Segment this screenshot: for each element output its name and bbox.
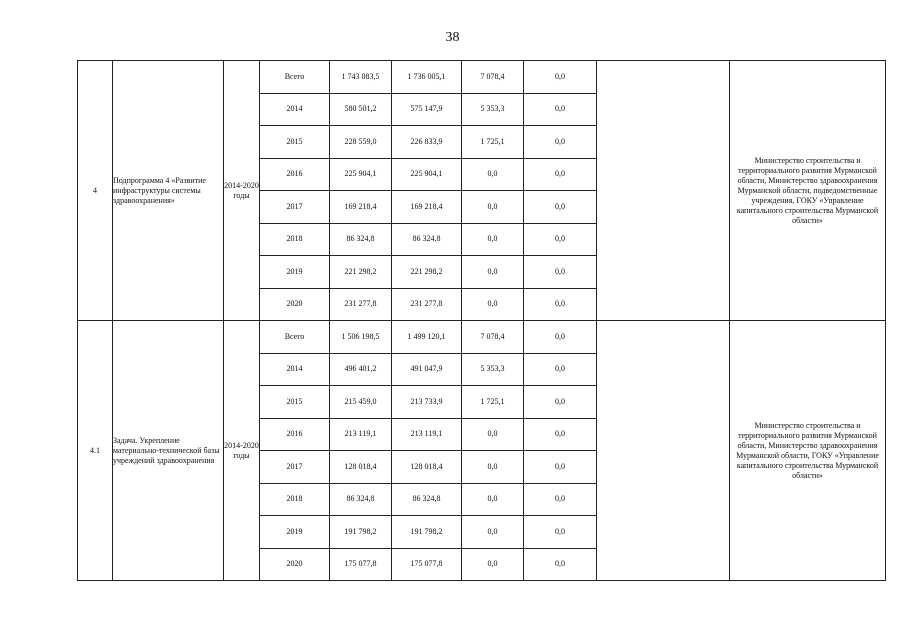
other-value-cell: 0,0	[524, 191, 597, 224]
table-body	[78, 61, 886, 581]
other-value-cell: 0,0	[524, 61, 597, 94]
section-period: 2014-2020 годы	[224, 61, 260, 321]
federal-value-cell: 5 353,3	[462, 353, 524, 386]
regional-value-cell: 191 798,2	[392, 516, 462, 549]
year-cell: 2019	[260, 256, 330, 289]
regional-value-cell: 221 298,2	[392, 256, 462, 289]
other-value-cell: 0,0	[524, 353, 597, 386]
section-period: 2014-2020 годы	[224, 321, 260, 581]
total-value-cell: 86 324,8	[330, 483, 392, 516]
regional-value-cell: 231 277,8	[392, 288, 462, 321]
regional-value-cell: 491 047,9	[392, 353, 462, 386]
year-cell: 2020	[260, 548, 330, 581]
regional-value-cell: 225 904,1	[392, 158, 462, 191]
federal-value-cell: 0,0	[462, 516, 524, 549]
other-value-cell: 0,0	[524, 126, 597, 159]
total-value-cell: 1 743 083,5	[330, 61, 392, 94]
year-cell: 2015	[260, 126, 330, 159]
other-value-cell: 0,0	[524, 516, 597, 549]
year-cell: 2015	[260, 386, 330, 419]
federal-value-cell: 0,0	[462, 451, 524, 484]
section-number: 4	[78, 61, 113, 321]
table-row	[78, 61, 886, 94]
section-number: 4.1	[78, 321, 113, 581]
federal-value-cell: 0,0	[462, 548, 524, 581]
other-value-cell: 0,0	[524, 256, 597, 289]
other-value-cell: 0,0	[524, 93, 597, 126]
year-cell: 2016	[260, 418, 330, 451]
year-cell: 2017	[260, 191, 330, 224]
year-cell: 2014	[260, 93, 330, 126]
total-value-cell: 86 324,8	[330, 223, 392, 256]
regional-value-cell: 226 833,9	[392, 126, 462, 159]
total-value-cell: 580 501,2	[330, 93, 392, 126]
total-value-cell: 221 298,2	[330, 256, 392, 289]
federal-value-cell: 0,0	[462, 483, 524, 516]
year-cell: 2019	[260, 516, 330, 549]
regional-value-cell: 86 324,8	[392, 223, 462, 256]
total-value-cell: 213 119,1	[330, 418, 392, 451]
federal-value-cell: 0,0	[462, 223, 524, 256]
page-number: 38	[445, 30, 460, 45]
federal-value-cell: 0,0	[462, 158, 524, 191]
total-value-cell: 215 459,0	[330, 386, 392, 419]
empty-cell	[597, 61, 730, 321]
year-cell: 2018	[260, 223, 330, 256]
total-value-cell: 228 559,0	[330, 126, 392, 159]
regional-value-cell: 1 499 120,1	[392, 321, 462, 354]
total-value-cell: 496 401,2	[330, 353, 392, 386]
total-value-cell: 1 506 198,5	[330, 321, 392, 354]
section-name: Подпрограмма 4 «Развитие инфраструктуры системы здравоохранения»	[113, 61, 224, 321]
regional-value-cell: 575 147,9	[392, 93, 462, 126]
regional-value-cell: 175 077,8	[392, 548, 462, 581]
other-value-cell: 0,0	[524, 418, 597, 451]
other-value-cell: 0,0	[524, 386, 597, 419]
federal-value-cell: 0,0	[462, 256, 524, 289]
regional-value-cell: 128 018,4	[392, 451, 462, 484]
budget-table	[77, 60, 886, 581]
other-value-cell: 0,0	[524, 158, 597, 191]
year-cell: 2020	[260, 288, 330, 321]
year-cell: Всего	[260, 61, 330, 94]
year-cell: 2016	[260, 158, 330, 191]
other-value-cell: 0,0	[524, 451, 597, 484]
year-cell: Всего	[260, 321, 330, 354]
total-value-cell: 128 018,4	[330, 451, 392, 484]
federal-value-cell: 0,0	[462, 418, 524, 451]
other-value-cell: 0,0	[524, 288, 597, 321]
federal-value-cell: 0,0	[462, 288, 524, 321]
federal-value-cell: 0,0	[462, 191, 524, 224]
other-value-cell: 0,0	[524, 321, 597, 354]
year-cell: 2017	[260, 451, 330, 484]
regional-value-cell: 213 119,1	[392, 418, 462, 451]
federal-value-cell: 7 078,4	[462, 321, 524, 354]
total-value-cell: 175 077,8	[330, 548, 392, 581]
total-value-cell: 225 904,1	[330, 158, 392, 191]
other-value-cell: 0,0	[524, 223, 597, 256]
regional-value-cell: 213 733,9	[392, 386, 462, 419]
federal-value-cell: 7 078,4	[462, 61, 524, 94]
other-value-cell: 0,0	[524, 483, 597, 516]
total-value-cell: 169 218,4	[330, 191, 392, 224]
federal-value-cell: 1 725,1	[462, 386, 524, 419]
total-value-cell: 191 798,2	[330, 516, 392, 549]
regional-value-cell: 169 218,4	[392, 191, 462, 224]
other-value-cell: 0,0	[524, 548, 597, 581]
executor-cell: Министерство строительства и территориального развития Мурманской области, Министерство здравоохранения Мурманской области, ГОКУ «Управление капитального строительства Мурманской области»	[730, 321, 886, 581]
empty-cell	[597, 321, 730, 581]
total-value-cell: 231 277,8	[330, 288, 392, 321]
federal-value-cell: 5 353,3	[462, 93, 524, 126]
regional-value-cell: 1 736 005,1	[392, 61, 462, 94]
federal-value-cell: 1 725,1	[462, 126, 524, 159]
section-name: Задача. Укрепление материально-технической базы учреждений здравоохранения	[113, 321, 224, 581]
year-cell: 2018	[260, 483, 330, 516]
table-row	[78, 321, 886, 354]
executor-cell: Министерство строительства и территориального развития Мурманской области, Министерство здравоохранения Мурманской области, подведомственные учреждения, ГОКУ «Управление капитального строительства Мурманской области»	[730, 61, 886, 321]
year-cell: 2014	[260, 353, 330, 386]
regional-value-cell: 86 324,8	[392, 483, 462, 516]
